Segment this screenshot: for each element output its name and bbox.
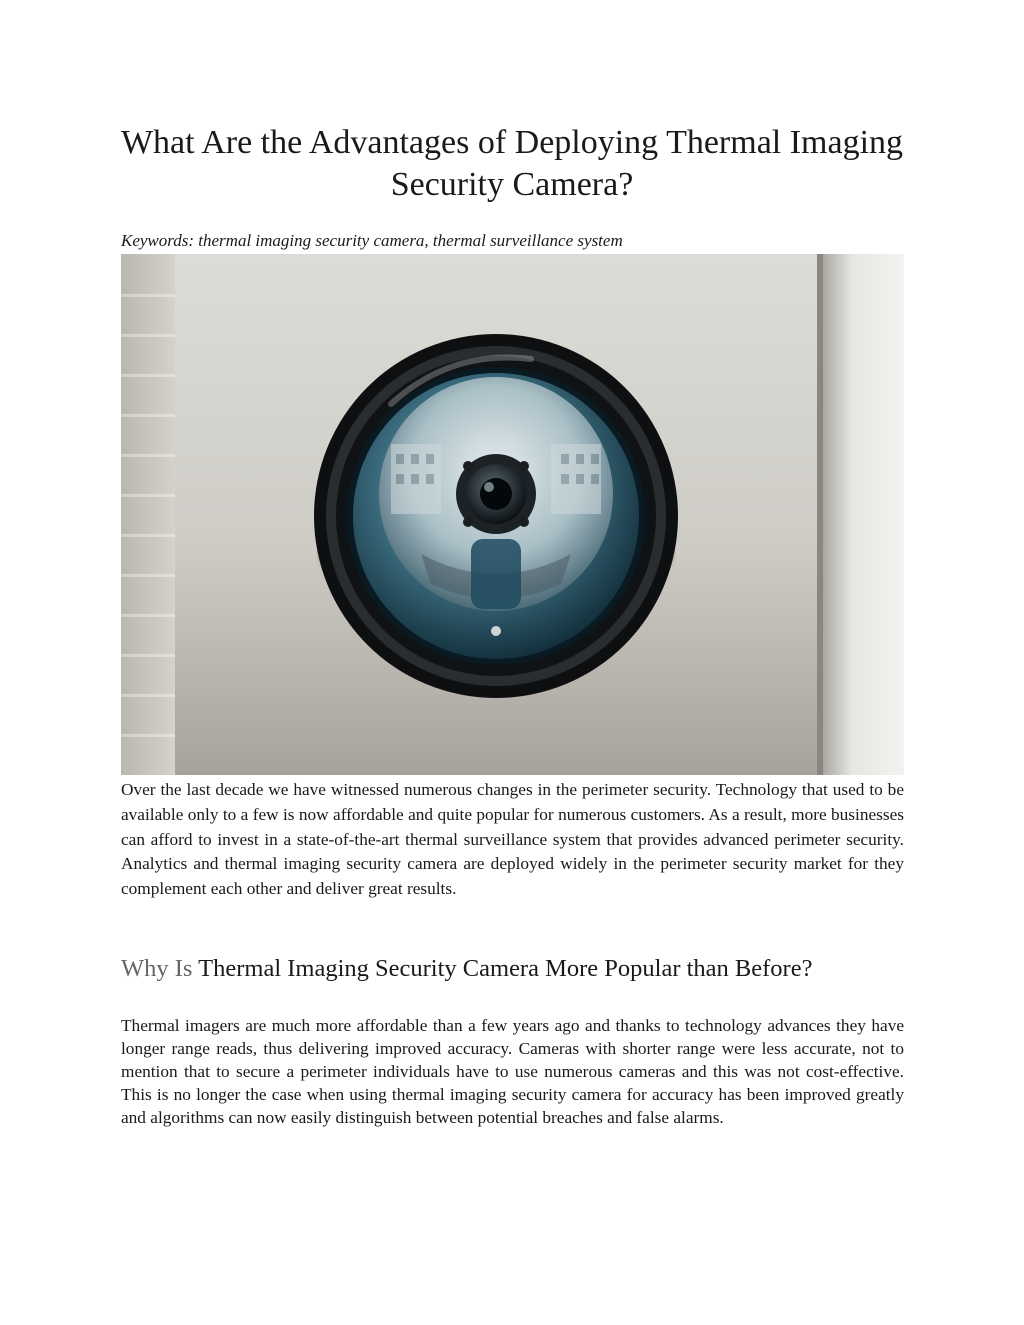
security-camera-photo <box>121 254 904 775</box>
section-heading <box>121 953 911 985</box>
section-heading-rest: Thermal Imaging Security Camera More Popular than Before? <box>192 955 813 982</box>
section-paragraph: Thermal imagers are much more affordable than a few years ago and thanks to technology advances they have longer range reads, thus delivering improved accuracy. Cameras with shorter range were less accurate, not to mention that to secure a perimeter individuals have to use numerous cameras and this was not cost-effective. This is no longer the case when using thermal imaging security camera for accuracy has been improved greatly and algorithms can now easily distinguish between potential breaches and false alarms. <box>121 1016 904 1127</box>
section-heading-lead: Why Is <box>121 955 193 982</box>
keywords-line: Keywords: thermal imaging security camera, thermal surveillance system <box>121 231 623 250</box>
page-title: What Are the Advantages of Deploying Thermal Imaging Security Camera? <box>120 124 904 203</box>
intro-paragraph: Over the last decade we have witnessed numerous changes in the perimeter security. Technology that used to be available only to a few is now affordable and quite popular for numerous customers. As a result, more businesses can afford to invest in a state-of-the-art thermal surveillance system that provides advanced perimeter security. Analytics and thermal imaging security camera are deployed widely in the perimeter security market for they complement each other and deliver great results. <box>121 780 904 899</box>
